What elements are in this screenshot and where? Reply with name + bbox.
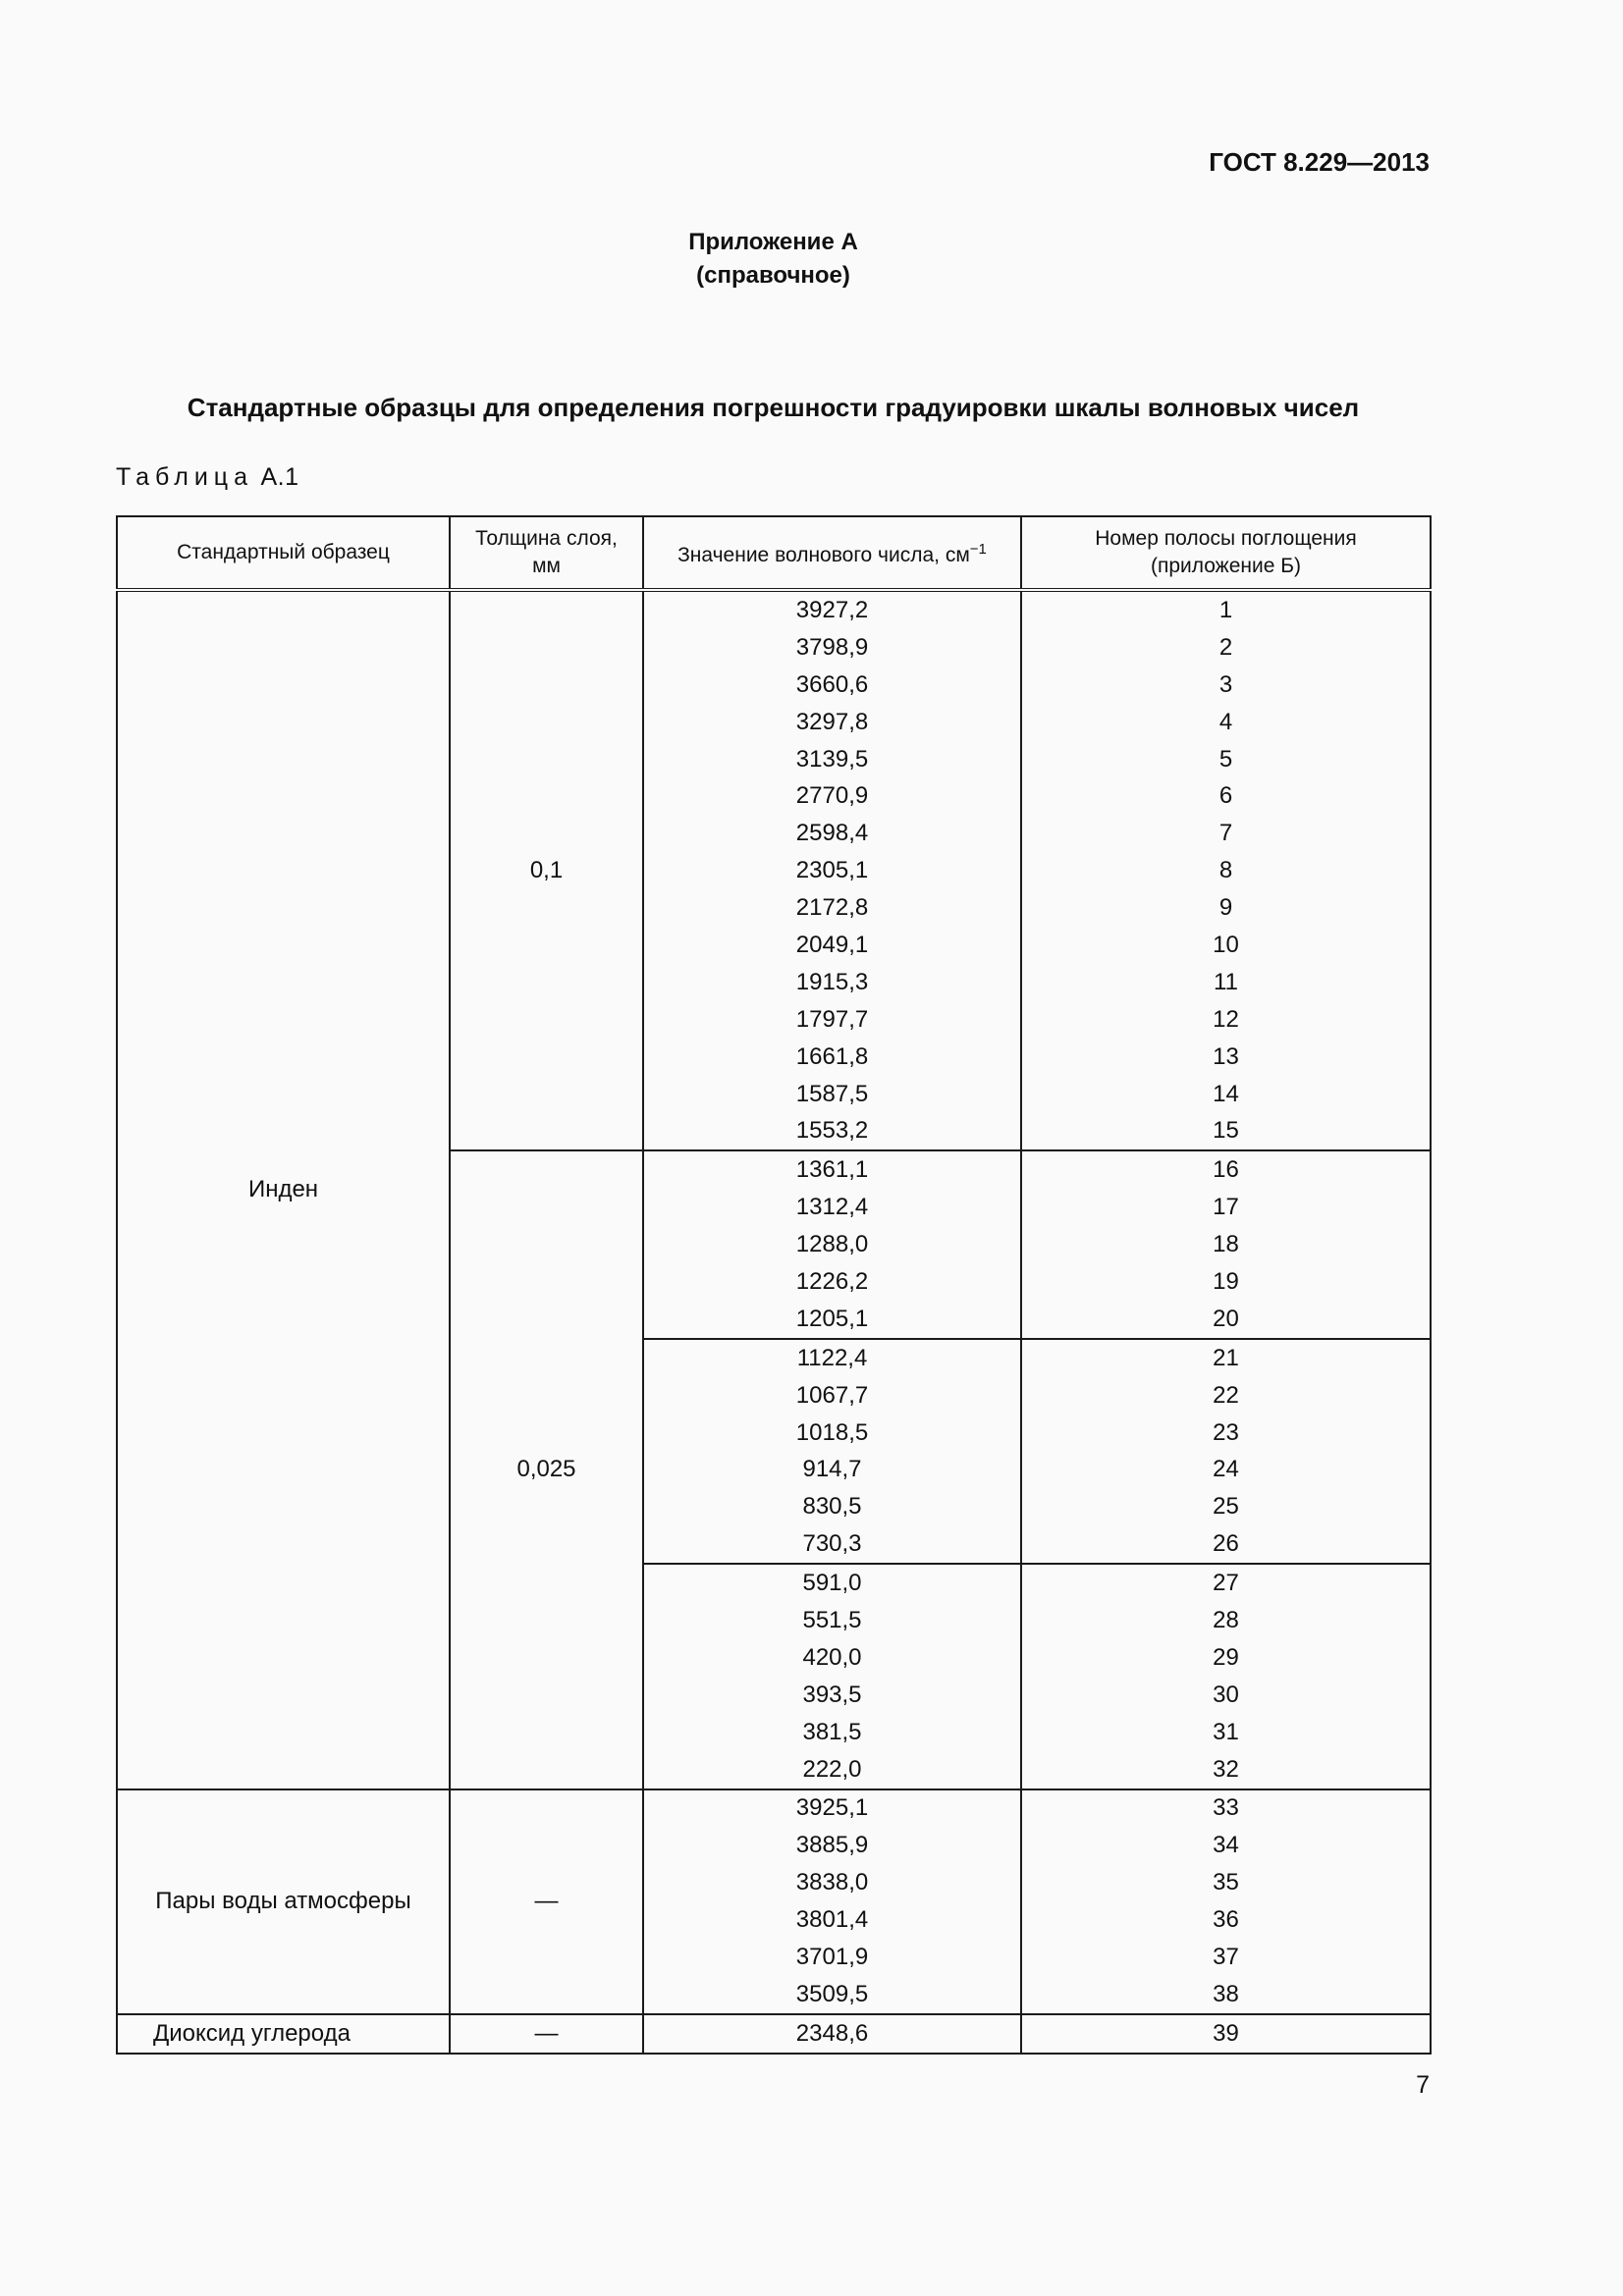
wavenumber-cell: 381,5 bbox=[643, 1714, 1021, 1751]
sample-cell: Пары воды атмосферы bbox=[117, 1789, 450, 2014]
band-number-cell: 21 bbox=[1021, 1339, 1431, 1377]
wavenumber-cell: 420,0 bbox=[643, 1639, 1021, 1677]
wavenumber-cell: 2049,1 bbox=[643, 927, 1021, 964]
header-sample: Стандартный образец bbox=[117, 516, 450, 590]
band-number-cell: 19 bbox=[1021, 1263, 1431, 1301]
wavenumber-cell: 2770,9 bbox=[643, 777, 1021, 815]
table-label-number: А.1 bbox=[260, 463, 299, 491]
wavenumber-cell: 3838,0 bbox=[643, 1864, 1021, 1901]
band-number-cell: 39 bbox=[1021, 2014, 1431, 2054]
band-number-cell: 2 bbox=[1021, 629, 1431, 667]
band-number-cell: 33 bbox=[1021, 1789, 1431, 1828]
header-thickness-line1: Толщина слоя, bbox=[475, 527, 618, 550]
header-band-line1: Номер полосы поглощения bbox=[1095, 527, 1357, 550]
sample-cell: Инден bbox=[117, 590, 450, 1789]
band-number-cell: 20 bbox=[1021, 1301, 1431, 1339]
appendix-heading bbox=[0, 226, 1546, 293]
wavenumber-cell: 1122,4 bbox=[643, 1339, 1021, 1377]
wavenumber-cell: 1587,5 bbox=[643, 1076, 1021, 1113]
wavenumber-cell: 222,0 bbox=[643, 1751, 1021, 1789]
wavenumber-cell: 3925,1 bbox=[643, 1789, 1021, 1828]
band-number-cell: 3 bbox=[1021, 667, 1431, 704]
table-header-row bbox=[117, 516, 1431, 590]
wavenumber-cell: 3660,6 bbox=[643, 667, 1021, 704]
wavenumber-cell: 730,3 bbox=[643, 1525, 1021, 1564]
band-number-cell: 23 bbox=[1021, 1415, 1431, 1452]
wavenumber-cell: 3801,4 bbox=[643, 1901, 1021, 1939]
wavenumber-table bbox=[116, 515, 1432, 2055]
band-number-cell: 38 bbox=[1021, 1976, 1431, 2014]
wavenumber-cell: 1288,0 bbox=[643, 1226, 1021, 1263]
sample-cell: Диоксид углерода bbox=[117, 2014, 450, 2054]
band-number-cell: 28 bbox=[1021, 1602, 1431, 1639]
band-number-cell: 17 bbox=[1021, 1189, 1431, 1226]
band-number-cell: 36 bbox=[1021, 1901, 1431, 1939]
wavenumber-cell: 3297,8 bbox=[643, 704, 1021, 741]
wavenumber-cell: 2172,8 bbox=[643, 889, 1021, 927]
wavenumber-cell: 1915,3 bbox=[643, 964, 1021, 1001]
wavenumber-cell: 1018,5 bbox=[643, 1415, 1021, 1452]
band-number-cell: 7 bbox=[1021, 815, 1431, 852]
band-number-cell: 13 bbox=[1021, 1039, 1431, 1076]
appendix-title: Приложение А bbox=[688, 229, 858, 255]
header-thickness bbox=[450, 516, 643, 590]
wavenumber-cell: 551,5 bbox=[643, 1602, 1021, 1639]
band-number-cell: 29 bbox=[1021, 1639, 1431, 1677]
wavenumber-cell: 2348,6 bbox=[643, 2014, 1021, 2054]
band-number-cell: 31 bbox=[1021, 1714, 1431, 1751]
thickness-cell: 0,025 bbox=[450, 1150, 643, 1789]
table-row bbox=[117, 590, 1431, 629]
wavenumber-cell: 1312,4 bbox=[643, 1189, 1021, 1226]
table-label bbox=[116, 463, 299, 492]
band-number-cell: 14 bbox=[1021, 1076, 1431, 1113]
header-wavenumber bbox=[643, 516, 1021, 590]
band-number-cell: 8 bbox=[1021, 852, 1431, 889]
band-number-cell: 22 bbox=[1021, 1377, 1431, 1415]
thickness-cell: 0,1 bbox=[450, 590, 643, 1150]
wavenumber-cell: 3927,2 bbox=[643, 590, 1021, 629]
band-number-cell: 12 bbox=[1021, 1001, 1431, 1039]
band-number-cell: 5 bbox=[1021, 741, 1431, 778]
wavenumber-cell: 393,5 bbox=[643, 1677, 1021, 1714]
table-row bbox=[117, 2014, 1431, 2054]
wavenumber-cell: 1797,7 bbox=[643, 1001, 1021, 1039]
wavenumber-cell: 1205,1 bbox=[643, 1301, 1021, 1339]
header-band bbox=[1021, 516, 1431, 590]
wavenumber-cell: 591,0 bbox=[643, 1564, 1021, 1602]
band-number-cell: 9 bbox=[1021, 889, 1431, 927]
band-number-cell: 27 bbox=[1021, 1564, 1431, 1602]
band-number-cell: 24 bbox=[1021, 1451, 1431, 1488]
band-number-cell: 10 bbox=[1021, 927, 1431, 964]
band-number-cell: 34 bbox=[1021, 1827, 1431, 1864]
band-number-cell: 30 bbox=[1021, 1677, 1431, 1714]
wavenumber-cell: 1067,7 bbox=[643, 1377, 1021, 1415]
section-title: Стандартные образцы для определения погрешности градуировки шкалы волновых чисел bbox=[187, 393, 1360, 422]
wavenumber-cell: 914,7 bbox=[643, 1451, 1021, 1488]
band-number-cell: 15 bbox=[1021, 1112, 1431, 1150]
standard-designation: ГОСТ 8.229—2013 bbox=[1209, 147, 1430, 177]
table-body bbox=[117, 590, 1431, 2054]
header-thickness-line2: мм bbox=[532, 555, 561, 577]
table-row bbox=[117, 1789, 1431, 1828]
wavenumber-cell: 1226,2 bbox=[643, 1263, 1021, 1301]
header-wavenumber-sup: −1 bbox=[969, 541, 987, 558]
header-wavenumber-text: Значение волнового числа, см bbox=[677, 544, 970, 566]
band-number-cell: 11 bbox=[1021, 964, 1431, 1001]
band-number-cell: 26 bbox=[1021, 1525, 1431, 1564]
band-number-cell: 18 bbox=[1021, 1226, 1431, 1263]
wavenumber-cell: 1553,2 bbox=[643, 1112, 1021, 1150]
band-number-cell: 32 bbox=[1021, 1751, 1431, 1789]
wavenumber-cell: 2598,4 bbox=[643, 815, 1021, 852]
thickness-cell: — bbox=[450, 1789, 643, 2014]
header-band-line2: (приложение Б) bbox=[1150, 555, 1302, 577]
thickness-cell: — bbox=[450, 2014, 643, 2054]
appendix-subtitle: (справочное) bbox=[696, 262, 850, 289]
wavenumber-cell: 3509,5 bbox=[643, 1976, 1021, 2014]
page-number: 7 bbox=[1416, 2071, 1430, 2099]
wavenumber-cell: 3139,5 bbox=[643, 741, 1021, 778]
wavenumber-cell: 3701,9 bbox=[643, 1939, 1021, 1976]
wavenumber-cell: 1661,8 bbox=[643, 1039, 1021, 1076]
band-number-cell: 4 bbox=[1021, 704, 1431, 741]
band-number-cell: 1 bbox=[1021, 590, 1431, 629]
wavenumber-cell: 2305,1 bbox=[643, 852, 1021, 889]
wavenumber-cell: 1361,1 bbox=[643, 1150, 1021, 1189]
band-number-cell: 25 bbox=[1021, 1488, 1431, 1525]
band-number-cell: 37 bbox=[1021, 1939, 1431, 1976]
wavenumber-cell: 3798,9 bbox=[643, 629, 1021, 667]
band-number-cell: 35 bbox=[1021, 1864, 1431, 1901]
table-label-word: Таблица bbox=[116, 463, 254, 491]
wavenumber-cell: 3885,9 bbox=[643, 1827, 1021, 1864]
band-number-cell: 16 bbox=[1021, 1150, 1431, 1189]
wavenumber-cell: 830,5 bbox=[643, 1488, 1021, 1525]
band-number-cell: 6 bbox=[1021, 777, 1431, 815]
